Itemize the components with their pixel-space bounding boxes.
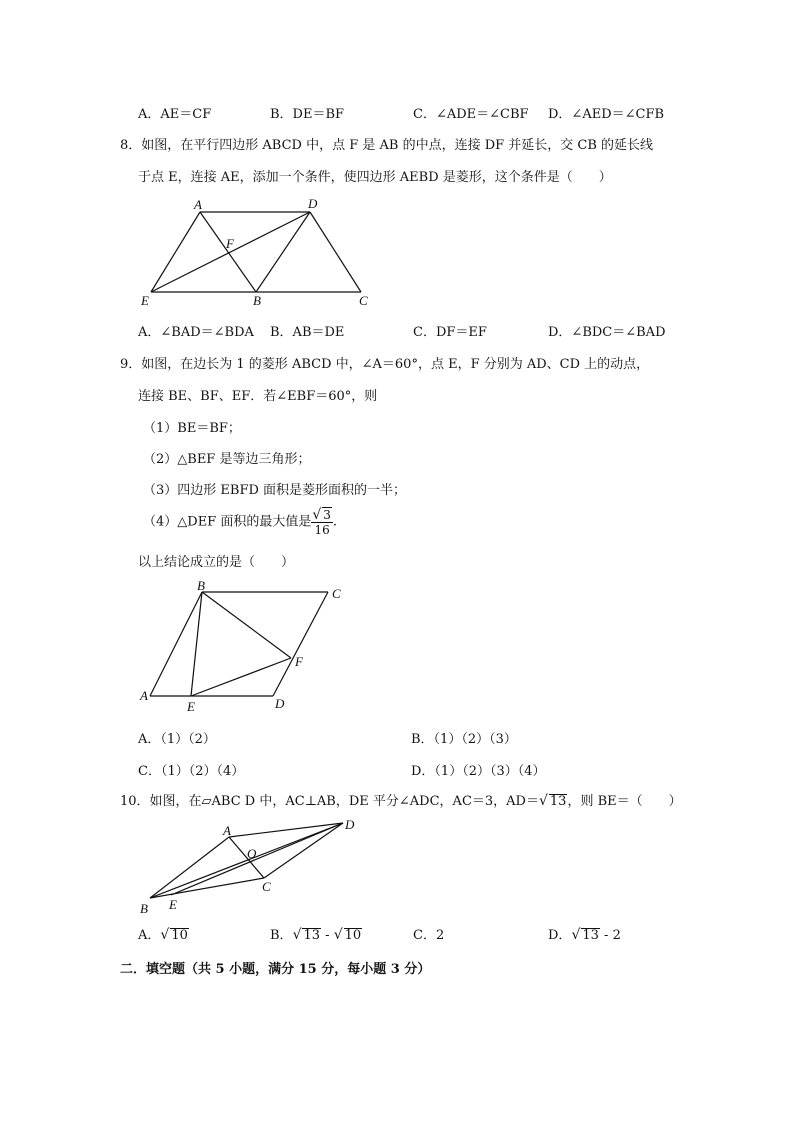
q9-figure — [138, 578, 348, 716]
q9-s4-prefix: （4）△DEF 面积的最大值是 — [143, 514, 312, 530]
q8-label-e: E — [141, 293, 149, 308]
q8-label-f: F — [226, 236, 234, 251]
q9-statement-2: （2）△BEF 是等边三角形； — [143, 452, 311, 467]
q9-conclusion: 以上结论成立的是（ ） — [138, 555, 295, 570]
q9-label-e: E — [187, 699, 195, 714]
q9-label-b: B — [197, 578, 205, 593]
q9-option-c: C．（1）（2）（4） — [138, 764, 245, 779]
q10-option-d-prefix: D． — [548, 928, 572, 943]
q9-fraction-num: 3 — [323, 508, 331, 522]
q8-stem-line2: 于点 E，连接 AE，添加一个条件，使四边形 AEBD 是菱形，这个条件是（ ） — [138, 170, 612, 185]
section-heading-fill-in: 二．填空题（共 5 小题，满分 15 分，每小题 3 分） — [120, 962, 431, 977]
q10-option-d-sqrt: 13 — [582, 928, 599, 943]
q8-option-c: C．DF＝EF — [413, 325, 487, 340]
q10-option-a: A．√ 10 — [138, 927, 188, 943]
q10-option-a-prefix: A． — [138, 928, 161, 943]
q9-label-d: D — [275, 696, 285, 711]
q10-stem: 10．如图，在▱ABC D 中，AC⊥AB，DE 平分∠ADC，AC＝3，AD＝√ 13，则 BE＝（ ） — [120, 793, 682, 809]
q9-option-b: B．（1）（2）（3） — [411, 732, 517, 747]
q9-fraction: $\frac{√ 3}{16}$ — [312, 507, 331, 537]
q9-fraction-den: 16 — [314, 523, 330, 537]
q9-statement-3: （3）四边形 EBFD 面积是菱形面积的一半； — [143, 483, 407, 498]
q7-option-a: A．AE＝CF — [138, 107, 212, 122]
q10-stem-sqrt: 13 — [549, 794, 567, 809]
q10-label-b: B — [140, 901, 148, 916]
q9-option-d: D．（1）（2）（3）（4） — [411, 764, 546, 779]
q9-label-c: C — [332, 586, 341, 601]
q10-option-b-sqrt2: 10 — [344, 928, 362, 943]
q7-option-c: C．∠ADE＝∠CBF — [413, 107, 529, 122]
q9-label-a: A — [140, 688, 148, 703]
q10-label-o: O — [247, 846, 257, 861]
q10-label-a: A — [223, 823, 231, 838]
q10-option-b-prefix: B． — [270, 928, 293, 943]
q8-figure — [138, 192, 378, 314]
q8-option-d: D．∠BDC＝∠BAD — [548, 325, 666, 340]
q7-option-b: B．DE＝BF — [270, 107, 345, 122]
q9-s4-suffix: . — [332, 514, 338, 530]
q10-option-c: C．2 — [413, 928, 445, 943]
q9-label-f: F — [295, 654, 303, 669]
q10-stem-prefix: 10．如图，在▱ABC D 中，AC⊥AB，DE 平分∠ADC，AC＝3，AD＝ — [120, 794, 539, 809]
q8-option-b: B．AB＝DE — [270, 325, 345, 340]
q8-label-d: D — [308, 196, 318, 211]
q9-statement-4 — [143, 507, 337, 537]
q10-option-b: B．√ 13 - √ 10 — [270, 927, 362, 943]
q10-label-c: C — [262, 879, 271, 894]
q9-stem-line1: 9．如图，在边长为 1 的菱形 ABCD 中，∠A＝60°，点 E，F 分别为 AD、CD 上的动点， — [120, 357, 650, 372]
q8-label-b: B — [253, 293, 261, 308]
q10-option-b-mid: - — [321, 928, 334, 943]
q8-option-a: A．∠BAD＝∠BDA — [138, 325, 254, 340]
q10-label-e: E — [169, 897, 177, 912]
q10-stem-suffix: ，则 BE＝（ ） — [567, 794, 682, 809]
q10-option-b-sqrt1: 13 — [303, 928, 321, 943]
q7-option-d: D．∠AED＝∠CFB — [548, 107, 665, 122]
q10-label-d: D — [345, 817, 355, 832]
q10-option-a-sqrt: 10 — [171, 928, 188, 943]
q9-stem-line2: 连接 BE、BF、EF．若∠EBF＝60°，则 — [138, 389, 378, 404]
q8-stem-line1: 8．如图，在平行四边形 ABCD 中，点 F 是 AB 的中点，连接 DF 并延长，交 CB 的延长线 — [120, 138, 654, 153]
q10-figure — [138, 815, 363, 920]
q8-label-a: A — [194, 197, 202, 212]
q10-option-d-suffix: - 2 — [599, 928, 621, 943]
q9-option-a: A．（1）（2） — [138, 732, 216, 747]
q8-label-c: C — [359, 293, 368, 308]
q9-statement-1: （1）BE＝BF； — [143, 421, 241, 436]
q10-option-d: D．√ 13 - 2 — [548, 927, 621, 943]
